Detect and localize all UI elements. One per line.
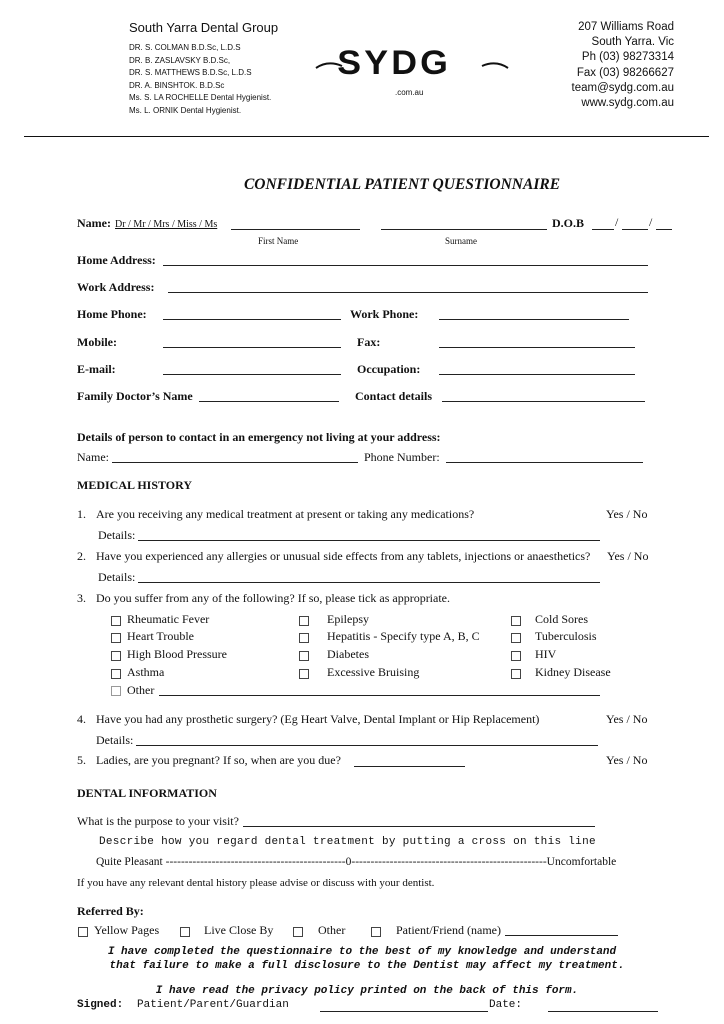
- yes-no-option[interactable]: Yes / No: [607, 549, 649, 563]
- yes-no-option[interactable]: Yes / No: [606, 753, 648, 767]
- purpose-field[interactable]: [243, 826, 595, 827]
- staff-line: DR. S. MATTHEWS B.D.Sc, L.D.S: [129, 68, 252, 77]
- question-3: Do you suffer from any of the following? If so, please tick as appropriate.: [96, 591, 451, 605]
- condition-label: High Blood Pressure: [127, 647, 227, 661]
- condition-checkbox[interactable]: [299, 616, 309, 626]
- yes-no-option[interactable]: Yes / No: [606, 507, 648, 521]
- condition-label: Asthma: [127, 665, 165, 679]
- occupation-field[interactable]: [439, 374, 635, 375]
- fax-label: Fax:: [357, 335, 381, 349]
- other-field[interactable]: [159, 695, 600, 696]
- contact-details-field[interactable]: [442, 401, 645, 402]
- condition-checkbox[interactable]: [111, 633, 121, 643]
- medical-history-heading: MEDICAL HISTORY: [77, 478, 193, 492]
- details-field[interactable]: [138, 582, 600, 583]
- privacy-statement: I have read the privacy policy printed on the back of this form.: [155, 985, 579, 997]
- email-field[interactable]: [163, 374, 341, 375]
- home-phone-field[interactable]: [163, 319, 341, 320]
- question-5: Ladies, are you pregnant? If so, when are you due?: [96, 753, 341, 767]
- details-field[interactable]: [136, 745, 598, 746]
- condition-checkbox[interactable]: [511, 669, 521, 679]
- group-name: South Yarra Dental Group: [129, 20, 279, 35]
- name-label: Name:: [77, 216, 111, 230]
- work-address-label: Work Address:: [77, 280, 155, 294]
- details-label: Details:: [98, 528, 136, 542]
- condition-checkbox[interactable]: [511, 651, 521, 661]
- referral-checkbox[interactable]: [78, 927, 88, 937]
- header-divider: [24, 136, 709, 137]
- condition-label: HIV: [535, 647, 557, 661]
- referral-label: Patient/Friend (name): [396, 923, 501, 937]
- mobile-field[interactable]: [163, 347, 341, 348]
- dob-day-field[interactable]: [592, 229, 614, 230]
- staff-line: Ms. L. ORNIK Dental Hygienist.: [129, 105, 242, 115]
- referral-label: Yellow Pages: [94, 923, 160, 937]
- describe-instruction: Describe how you regard dental treatment by putting a cross on this line: [99, 836, 596, 848]
- name-titles: Dr / Mr / Mrs / Miss / Ms: [115, 219, 218, 230]
- condition-checkbox[interactable]: [299, 669, 309, 679]
- other-checkbox[interactable]: [111, 686, 121, 696]
- family-doctor-label: Family Doctor’s Name: [77, 389, 193, 403]
- condition-label: Kidney Disease: [535, 665, 611, 679]
- question-2: Have you experienced any allergies or unusual side effects from any tablets, injections or anaesthetics?: [96, 549, 591, 563]
- emergency-name-field[interactable]: [112, 462, 358, 463]
- question-number: 5.: [77, 753, 86, 767]
- referral-label: Other: [318, 923, 346, 937]
- condition-checkbox[interactable]: [511, 616, 521, 626]
- referral-label: Live Close By: [204, 923, 274, 937]
- staff-line: DR. A. BINSHTOK. B.D.Sc: [129, 80, 225, 90]
- form-title: CONFIDENTIAL PATIENT QUESTIONNAIRE: [243, 176, 561, 193]
- surname-caption: Surname: [445, 236, 477, 246]
- declaration-line-2: that failure to make a full disclosure to the Dentist may affect my treatment.: [109, 960, 625, 972]
- comfort-scale[interactable]: Quite Pleasant -----------------------------------------------0---------------------------------------------------Uncomfortable: [96, 856, 617, 868]
- signed-label: Signed:: [77, 999, 124, 1011]
- work-address-field[interactable]: [168, 292, 648, 293]
- logo-text: SYDG: [337, 44, 452, 82]
- suburb-line: South Yarra. Vic: [591, 36, 674, 49]
- condition-checkbox[interactable]: [111, 616, 121, 626]
- phone-line: Ph (03) 98273314: [581, 51, 674, 64]
- condition-checkbox[interactable]: [511, 633, 521, 643]
- emergency-heading: Details of person to contact in an emergency not living at your address:: [77, 430, 441, 444]
- condition-label: Epilepsy: [327, 612, 369, 626]
- first-name-caption: First Name: [258, 236, 299, 246]
- condition-label: Diabetes: [327, 647, 369, 661]
- website-line: www.sydg.com.au: [581, 97, 674, 110]
- mobile-label: Mobile:: [77, 335, 117, 349]
- staff-line: DR. S. COLMAN B.D.Sc, L.D.S: [129, 43, 241, 52]
- fax-field[interactable]: [439, 347, 635, 348]
- signature-date-field[interactable]: [548, 1011, 658, 1012]
- contact-details-label: Contact details: [355, 389, 432, 403]
- home-address-label: Home Address:: [77, 253, 156, 267]
- condition-label: Tuberculosis: [535, 629, 597, 643]
- due-date-field[interactable]: [354, 766, 465, 767]
- declaration-line-1: I have completed the questionnaire to the best of my knowledge and understand: [107, 946, 617, 958]
- first-name-field[interactable]: [231, 229, 360, 230]
- referral-checkbox[interactable]: [293, 927, 303, 937]
- dob-month-field[interactable]: [622, 229, 648, 230]
- dob-separator: /: [615, 215, 619, 229]
- details-label: Details:: [96, 733, 134, 747]
- referral-name-field[interactable]: [505, 935, 618, 936]
- emergency-phone-label: Phone Number:: [364, 450, 440, 464]
- condition-checkbox[interactable]: [111, 669, 121, 679]
- staff-line: DR. B. ZASLAVSKY B.D.Sc,: [129, 55, 231, 65]
- family-doctor-field[interactable]: [199, 401, 339, 402]
- emergency-phone-field[interactable]: [446, 462, 643, 463]
- condition-label: Hepatitis - Specify type A, B, C: [327, 629, 480, 643]
- staff-line: Ms. S. LA ROCHELLE Dental Hygienist.: [129, 93, 272, 102]
- condition-checkbox[interactable]: [111, 651, 121, 661]
- signature-field[interactable]: [320, 1011, 488, 1012]
- other-label: Other: [127, 683, 155, 697]
- contact-block: [572, 20, 674, 111]
- referral-checkbox[interactable]: [180, 927, 190, 937]
- dob-label: D.O.B: [552, 216, 585, 230]
- dental-history-note: If you have any relevant dental history please advise or discuss with your dentist.: [77, 877, 435, 889]
- details-label: Details:: [98, 570, 136, 584]
- staff-list: [129, 42, 271, 117]
- date-label: Date:: [489, 999, 523, 1011]
- dob-separator: /: [649, 215, 653, 229]
- condition-label: Excessive Bruising: [327, 665, 420, 679]
- question-number: 1.: [77, 507, 86, 521]
- emergency-name-label: Name:: [77, 450, 109, 464]
- referral-checkbox[interactable]: [371, 927, 381, 937]
- yes-no-option[interactable]: Yes / No: [606, 712, 648, 726]
- condition-checkbox[interactable]: [299, 633, 309, 643]
- referred-by-heading: Referred By:: [77, 904, 144, 918]
- fax-line: Fax (03) 98266627: [576, 66, 674, 79]
- condition-checkbox[interactable]: [299, 651, 309, 661]
- work-phone-field[interactable]: [439, 319, 629, 320]
- dental-info-heading: DENTAL INFORMATION: [77, 786, 217, 800]
- address-line: 207 Williams Road: [578, 21, 674, 33]
- dob-year-field[interactable]: [656, 229, 672, 230]
- email-label: E-mail:: [77, 362, 116, 376]
- signer-role: Patient/Parent/Guardian: [137, 999, 289, 1011]
- details-field[interactable]: [138, 540, 600, 541]
- logo-domain: .com.au: [395, 88, 424, 97]
- work-phone-label: Work Phone:: [350, 307, 419, 321]
- occupation-label: Occupation:: [357, 362, 421, 376]
- question-number: 2.: [77, 549, 86, 563]
- condition-label: Cold Sores: [535, 612, 589, 626]
- purpose-label: What is the purpose to your visit?: [77, 814, 239, 828]
- home-phone-label: Home Phone:: [77, 307, 147, 321]
- question-number: 3.: [77, 591, 86, 605]
- email-line: team@sydg.com.au: [571, 81, 674, 94]
- question-4: Have you had any prosthetic surgery? (Eg Heart Valve, Dental Implant or Hip Replacement): [96, 712, 540, 726]
- condition-label: Rheumatic Fever: [127, 612, 210, 626]
- condition-label: Heart Trouble: [127, 629, 194, 643]
- question-number: 4.: [77, 712, 86, 726]
- home-address-field[interactable]: [163, 265, 648, 266]
- question-1: Are you receiving any medical treatment at present or taking any medications?: [96, 507, 475, 521]
- surname-field[interactable]: [381, 229, 547, 230]
